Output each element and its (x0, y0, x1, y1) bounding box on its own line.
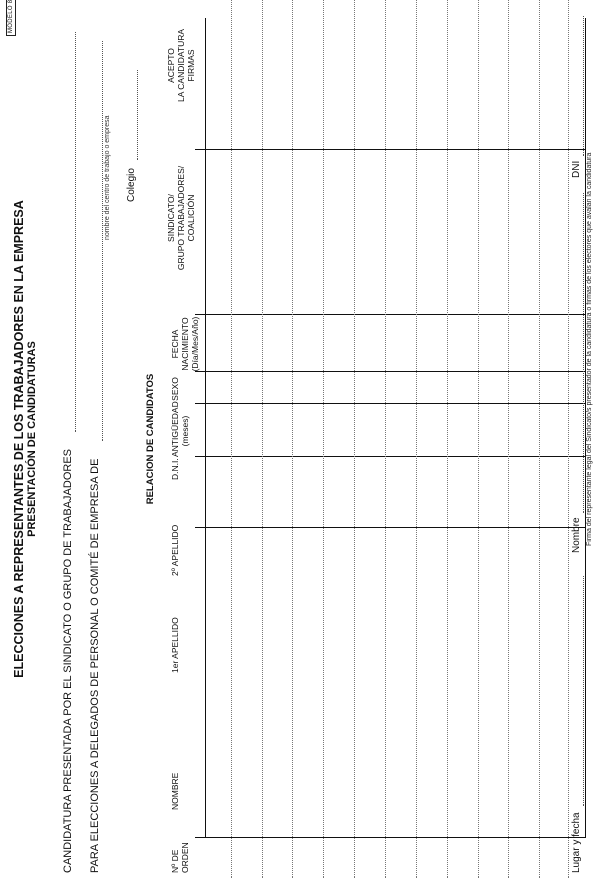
lugar-fecha-field[interactable] (583, 576, 584, 806)
table-row[interactable] (292, 0, 293, 878)
table-row[interactable] (508, 0, 509, 878)
header-orden: Nº DE ORDEN (170, 842, 190, 873)
centro-field[interactable] (102, 41, 103, 441)
centro-hint: nombre del centro de trabajo o empresa (104, 115, 111, 240)
table-row[interactable] (385, 0, 386, 878)
colegio-label: Colegio (126, 168, 137, 202)
lugar-fecha-label: Lugar y fecha (571, 812, 582, 873)
candidatura-label: CANDIDATURA PRESENTADA POR EL SINDICATO O GRUPO DE TRABAJADORES (62, 449, 74, 873)
table-row[interactable] (323, 0, 324, 878)
table-top-border (205, 18, 206, 838)
candidatura-field[interactable] (75, 32, 76, 432)
column-divider (195, 456, 585, 457)
table-row[interactable] (354, 0, 355, 878)
table-row[interactable] (478, 0, 479, 878)
header-sexo: SEXO (170, 377, 180, 401)
header-antiguedad: ANTIGÜEDAD (meses) (170, 401, 190, 457)
table-row[interactable] (539, 0, 540, 878)
nombre-field[interactable] (583, 193, 584, 513)
table-row[interactable] (447, 0, 448, 878)
table-row[interactable] (262, 0, 263, 878)
table-row[interactable] (231, 0, 232, 878)
header-nombre: NOMBRE (170, 772, 180, 810)
column-divider (195, 149, 585, 150)
form-subtitle: PRESENTACIÓN DE CANDIDATURAS (26, 341, 38, 537)
form-title: ELECCIONES A REPRESENTANTES DE LOS TRABAJADORES EN LA EMPRESA (12, 200, 26, 678)
signature-note: Firma del representante legal del Sindicato/s presentador de la candidatura o firmas de los electores que avalan la candidatura (586, 152, 593, 546)
column-divider (195, 371, 585, 372)
table-caption: RELACION DE CANDIDATOS (145, 373, 156, 505)
table-row[interactable] (416, 0, 417, 878)
dni-label: DNI (571, 160, 582, 178)
column-divider (195, 837, 585, 838)
model-code: MODELO 8 (6, 0, 16, 36)
elecciones-label: PARA ELECCIONES A DELEGADOS DE PERSONAL O COMITÉ DE EMPRESA DE (89, 458, 101, 873)
header-apellido2: 2º APELLIDO (170, 524, 180, 576)
column-divider (195, 403, 585, 404)
header-fecha: FECHA NACIMIENTO (Día/Mes/Año) (170, 316, 200, 372)
header-apellido1: 1er APELLIDO (170, 617, 180, 673)
table-row[interactable] (568, 0, 569, 878)
nombre-label: Nombre (571, 517, 582, 553)
header-dni: D.N.I. (170, 458, 180, 480)
header-sindicato: SINDICATO/ GRUPO TRABAJADORES/ COALICIÓN (166, 165, 196, 271)
dni-field[interactable] (583, 16, 584, 156)
column-divider (195, 527, 585, 528)
column-divider (195, 314, 585, 315)
header-acepto: ACEPTO LA CANDIDATURA FIRMAS (166, 28, 196, 103)
colegio-field[interactable] (137, 70, 138, 160)
